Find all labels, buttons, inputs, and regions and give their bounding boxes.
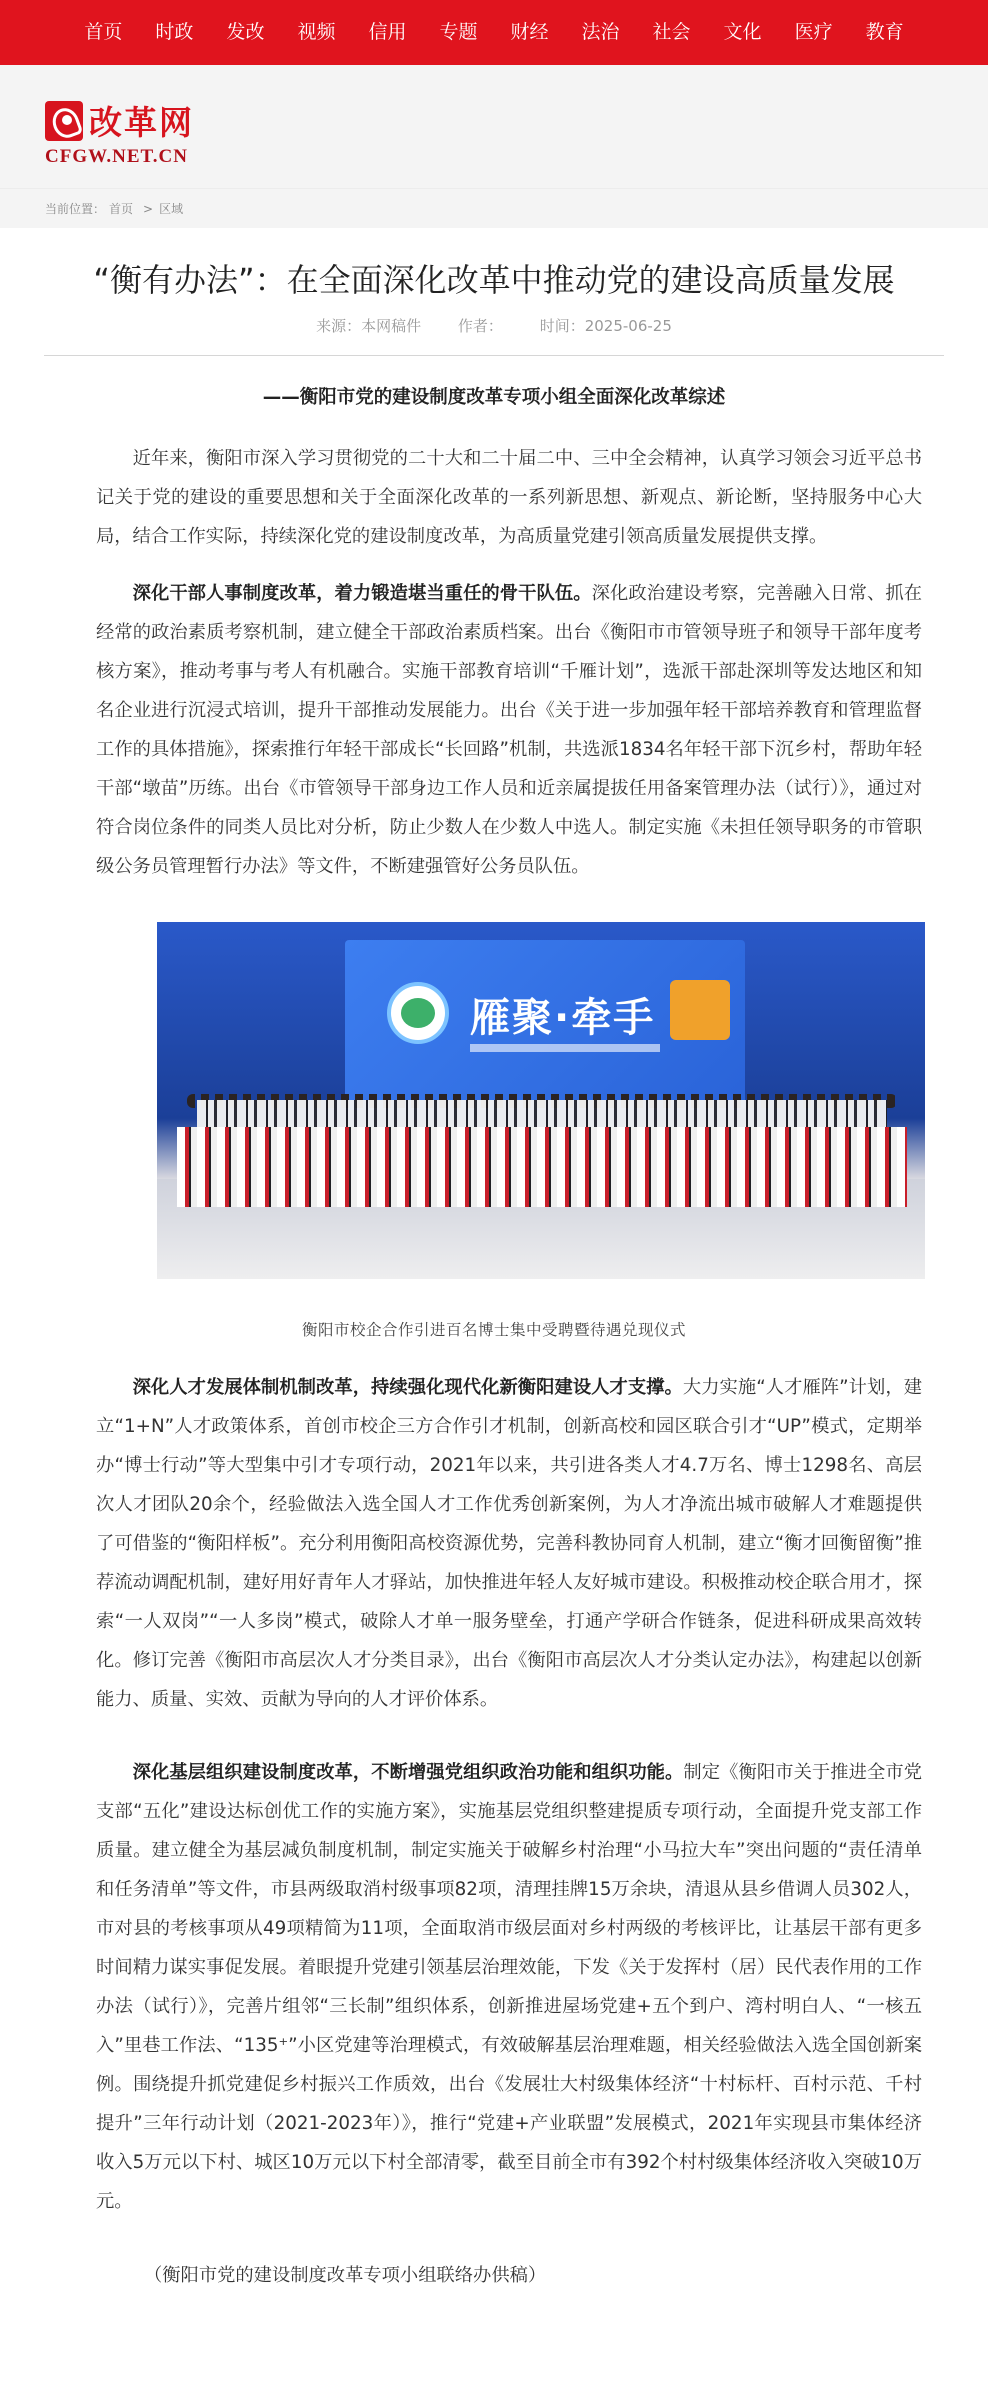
screen-subtitle-bar — [470, 1044, 660, 1052]
photo-caption: 衡阳市校企合作引进百名博士集中受聘暨待遇兑现仪式 — [301, 1321, 686, 1339]
breadcrumb-prefix: 当前位置： — [45, 202, 106, 216]
breadcrumb-bar — [0, 188, 988, 228]
screen-tag — [670, 980, 730, 1040]
paragraph-body: 制定《衡阳市关于推进全市党支部“五化”建设达标创优工作的实施方案》，实施基层党组织整建提质专项行动，全面提升党支部工作质量。建立健全为基层减负制度机制，制定实施关于破解乡村治理“小马拉大车”突出问题的“责任清单和任务清单”等文件，市县两级取消村级事项82项，清理挂牌15万余块，清退从县乡借调人员302人，市对县的考核事项从49项精简为11项，全面取消市级层面对乡村两级的考核评比，让基层干部有更多时间精力谋实事促发展。着眼提升党建引领基层治理效能，下发《关于发挥村（居）民代表作用的工作办法（试行）》，完善片组邻“三长制”组织体系，创新推进屋场党建+五个到户、湾村明白人、“一核五入”里巷工作法、“135⁺”小区党建等治理模式，有效破解基层治理难题，相关经验做法入选全国创新案例。围绕提升抓党建促乡村振兴工作质效，出台《发展壮大村级集体经济“十村标杆、百村示范、千村提升”三年行动计划（2021-2023年）》，推行“党建+产业联盟”发展模式，2021年实现县市集体经济收入5万元以下村、城区10万元以下村全部清零，截至目前全市有392个村村级集体经济收入突破10万元。 — [96, 1762, 923, 2212]
screen-title: 雁聚·牵手 — [470, 995, 656, 1041]
nav-item-culture[interactable]: 文化 — [723, 21, 762, 43]
article-meta — [44, 315, 944, 336]
paragraph-body: 大力实施“人才雁阵”计划，建立“1+N”人才政策体系，首创市校企三方合作引才机制，创新高校和园区联合引才“UP”模式，定期举办“博士行动”等大型集中引才专项行动，2021年以来，共引进各类人才4.7万名、博士1298名、高层次人才团队20余个，经验做法入选全国人才工作优秀创新案例，为人才净流出城市破解人才难题提供了可借鉴的“衡阳样板”。充分利用衡阳高校资源优势，完善科教协同育人机制，建立“衡才回衡留衡”推荐流动调配机制，建好用好青年人才驿站，加快推进年轻人友好城市建设。积极推动校企联合用才，探索“一人双岗”“一人多岗”模式，破除人才单一服务壁垒，打通产学研合作链条，促进科研成果高效转化。修订完善《衡阳市高层次人才分类目录》，出台《衡阳市高层次人才分类认定办法》，构建起以创新能力、质量、实效、贡献为导向的人才评价体系。 — [96, 1377, 922, 1710]
site-logo[interactable] — [45, 97, 194, 168]
article-subtitle: ——衡阳市党的建设制度改革专项小组全面深化改革综述 — [262, 387, 726, 408]
nav-item-education[interactable]: 教育 — [865, 21, 904, 43]
event-emblem-icon — [387, 982, 449, 1044]
paragraph-lead: 深化干部人事制度改革，着力锻造堪当重任的骨干队伍。 — [132, 583, 592, 604]
paragraph-grassroots-reform — [44, 1753, 944, 2221]
article-source: 来源：本网稿件 — [316, 317, 422, 335]
article — [44, 228, 944, 2291]
article-source-note: （衡阳市党的建设制度改革专项小组联络办供稿） — [144, 2265, 547, 2286]
nav-item-society[interactable]: 社会 — [652, 21, 691, 43]
paragraph-cadre-reform — [44, 574, 944, 886]
crowd-front-row — [177, 1127, 907, 1207]
breadcrumb-home[interactable]: 首页 — [109, 202, 134, 216]
stage-screen — [345, 940, 745, 1110]
top-nav — [0, 0, 988, 65]
paragraph-intro: 近年来，衡阳市深入学习贯彻党的二十大和二十届二中、三中全会精神，认真学习领会习近平总书记关于党的建设的重要思想和关于全面深化改革的一系列新思想、新观点、新论断，坚持服务中心大局，结合工作实际，持续深化党的建设制度改革，为高质量党建引领高质量发展提供支撑。 — [96, 448, 922, 547]
article-time: 时间：2025-06-25 — [539, 317, 672, 335]
nav-item-reform[interactable]: 发改 — [226, 21, 265, 43]
article-title: “衡有办法”：在全面深化改革中推动党的建设高质量发展 — [93, 261, 895, 299]
site-header — [0, 65, 988, 188]
paragraph-body: 深化政治建设考察，完善融入日常、抓在经常的政治素质考察机制，建立健全干部政治素质档案。出台《衡阳市市管领导班子和领导干部年度考核方案》，推动考事与考人有机融合。实施干部教育培训“千雁计划”，选派干部赴深圳等发达地区和知名企业进行沉浸式培训，提升干部推动发展能力。出台《关于进一步加强年轻干部培养教育和管理监督工作的具体措施》，探索推行年轻干部成长“长回路”机制，共选派1834名年轻干部下沉乡村，帮助年轻干部“墩苗”历练。出台《市管领导干部身边工作人员和近亲属提拔任用备案管理办法（试行）》，通过对符合岗位条件的同类人员比对分析，防止少数人在少数人中选人。制定实施《未担任领导职务的市管职级公务员管理暂行办法》等文件，不断建强管好公务员队伍。 — [96, 583, 923, 877]
nav-item-medical[interactable]: 医疗 — [794, 21, 833, 43]
nav-item-video[interactable]: 视频 — [297, 21, 336, 43]
nav-item-topics[interactable]: 专题 — [439, 21, 478, 43]
paragraph-lead: 深化基层组织建设制度改革，不断增强党组织政治功能和组织功能。 — [132, 1762, 684, 1783]
logo-mark-icon — [45, 101, 83, 141]
title-divider — [44, 355, 944, 356]
article-photo — [157, 922, 925, 1279]
nav-item-politics[interactable]: 时政 — [155, 21, 194, 43]
breadcrumb-separator: > — [143, 202, 154, 216]
nav-list — [68, 0, 920, 65]
breadcrumb-section[interactable]: 区域 — [159, 202, 184, 216]
paragraph-talent-reform — [44, 1368, 944, 1719]
breadcrumb — [0, 189, 988, 229]
nav-item-finance[interactable]: 财经 — [510, 21, 549, 43]
paragraph-lead: 深化人才发展体制机制改革，持续强化现代化新衡阳建设人才支撑。 — [132, 1377, 683, 1398]
logo-url: CFGW.NET.CN — [45, 146, 188, 167]
article-author: 作者： — [457, 317, 503, 335]
nav-item-home[interactable]: 首页 — [84, 21, 123, 43]
nav-item-credit[interactable]: 信用 — [368, 21, 407, 43]
logo-name: 改革网 — [89, 103, 194, 142]
logo-row — [45, 97, 194, 144]
nav-item-law[interactable]: 法治 — [581, 21, 620, 43]
